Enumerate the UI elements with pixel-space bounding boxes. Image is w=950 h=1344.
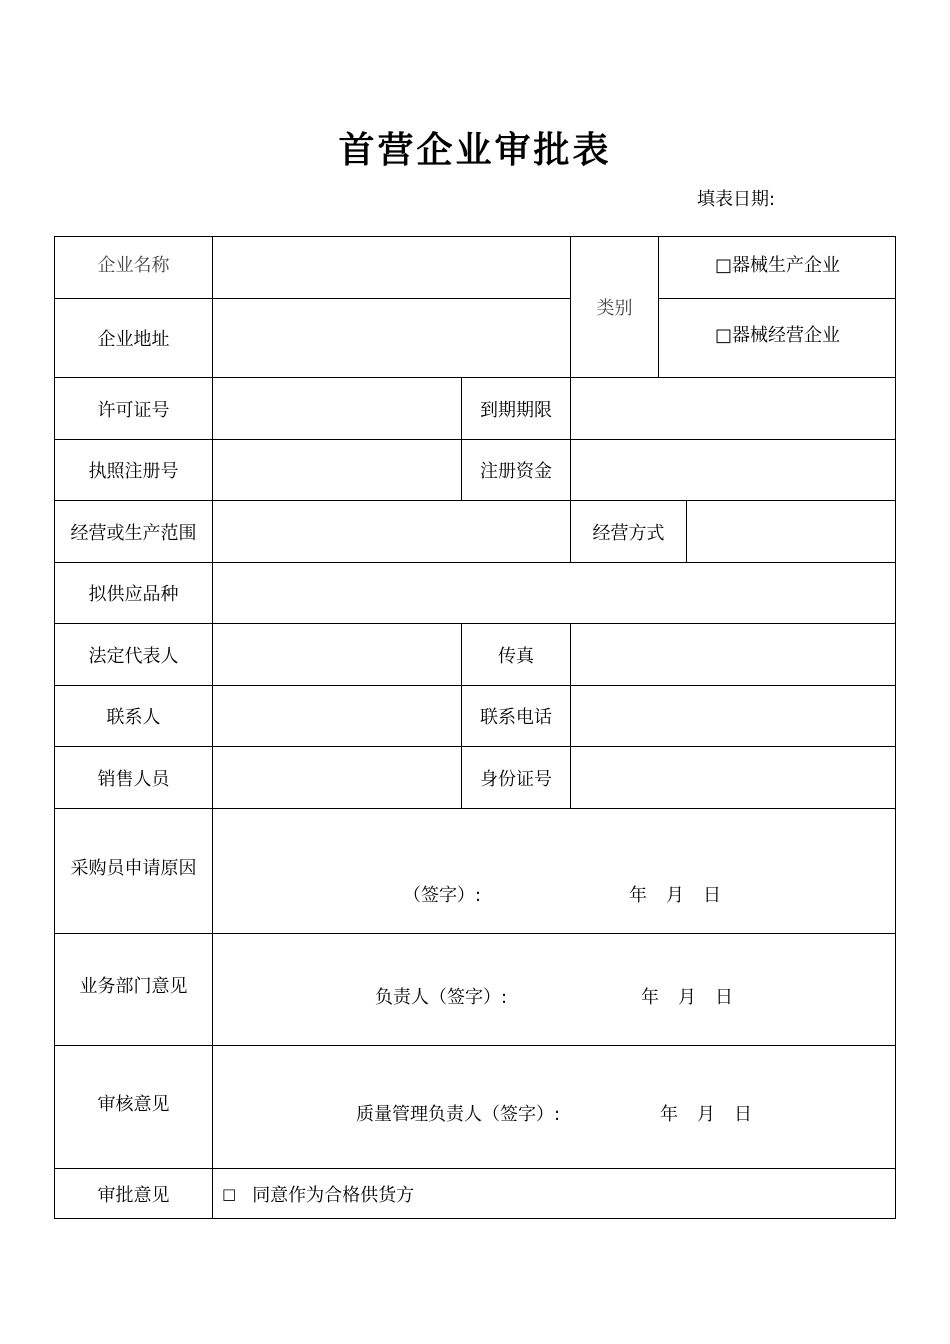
field-legal-rep[interactable] [212,623,461,685]
field-business-reg-no[interactable] [212,439,461,500]
label-contact-phone [461,685,570,746]
field-contact[interactable] [212,685,461,746]
label-text: 采购员申请原因 [70,858,197,879]
checkbox-distributor[interactable] [658,298,896,377]
page-title: 首营企业审批表 [338,129,612,171]
label-text: 传真 [498,645,534,667]
dept-sign-label: 负责人（签字）: [375,987,508,1008]
label-text: 联系电话 [480,707,552,728]
field-company-name[interactable] [212,236,570,298]
day-label: 日 [734,1104,752,1125]
label-contact [54,685,212,746]
label-supply-varieties [54,562,212,623]
label-company-address [54,298,212,377]
field-purchaser-reason[interactable] [212,808,896,933]
label-text: 审核意见 [97,1094,170,1115]
year-label: 年 [641,987,659,1008]
label-text: 许可证号 [97,399,170,421]
purchaser-date [629,884,721,908]
field-fax[interactable] [570,623,896,685]
label-expiry [461,377,570,439]
field-license-no[interactable] [212,377,461,439]
label-text: 身份证号 [480,768,552,790]
field-business-mode[interactable] [686,500,896,562]
approval-checkbox[interactable]: □ [222,1185,237,1203]
day-label: 日 [715,987,733,1008]
label-category [570,236,658,377]
label-registered-capital [461,439,570,500]
label-business-dept-opinion [54,933,212,1045]
label-legal-rep [54,623,212,685]
label-approval-opinion [54,1168,212,1219]
label-id-no [461,746,570,808]
label-text: 企业地址 [97,329,170,350]
day-label: 日 [703,885,721,906]
label-fax [461,623,570,685]
label-company-name [54,236,212,298]
field-business-dept-opinion[interactable] [212,933,896,1045]
label-scope [54,500,212,562]
qm-date [660,1103,752,1127]
dept-date [641,986,733,1010]
label-text: 类别 [596,298,633,319]
label-text: 销售人员 [97,768,170,790]
label-text: 审批意见 [97,1185,170,1206]
approval-option[interactable] [212,1168,896,1219]
label-business-reg-no [54,439,212,500]
label-sales-person [54,746,212,808]
fill-date-label: 填表日期: [697,189,776,210]
field-supply-varieties[interactable] [212,562,896,623]
label-purchaser-reason [54,808,212,933]
field-contact-phone[interactable] [570,685,896,746]
field-registered-capital[interactable] [570,439,896,500]
checkbox-manufacturer[interactable] [658,236,896,298]
month-label: 月 [666,885,684,906]
label-text: 经营或生产范围 [70,522,197,544]
purchaser-sign-label: （签字）: [403,885,482,906]
month-label: 月 [678,987,696,1008]
label-license-no [54,377,212,439]
label-review-opinion [54,1045,212,1168]
label-text: 注册资金 [480,461,552,482]
field-id-no[interactable] [570,746,896,808]
option-text: □器械经营企业 [714,325,840,346]
label-text: 企业名称 [97,255,170,276]
label-text: 到期期限 [480,399,552,421]
approval-text: 同意作为合格供货方 [252,1185,415,1206]
qm-sign-label: 质量管理负责人（签字）: [356,1104,561,1125]
year-label: 年 [660,1104,678,1125]
label-text: 联系人 [106,707,161,728]
label-text: 业务部门意见 [79,976,188,997]
label-text: 执照注册号 [88,461,179,482]
field-scope[interactable] [212,500,570,562]
label-text: 拟供应品种 [88,584,179,605]
label-business-mode [570,500,686,562]
year-label: 年 [629,885,647,906]
field-sales-person[interactable] [212,746,461,808]
month-label: 月 [697,1104,715,1125]
field-expiry[interactable] [570,377,896,439]
field-company-address[interactable] [212,298,570,377]
label-text: 法定代表人 [88,645,179,667]
option-text: □器械生产企业 [714,255,840,276]
label-text: 经营方式 [592,522,665,544]
